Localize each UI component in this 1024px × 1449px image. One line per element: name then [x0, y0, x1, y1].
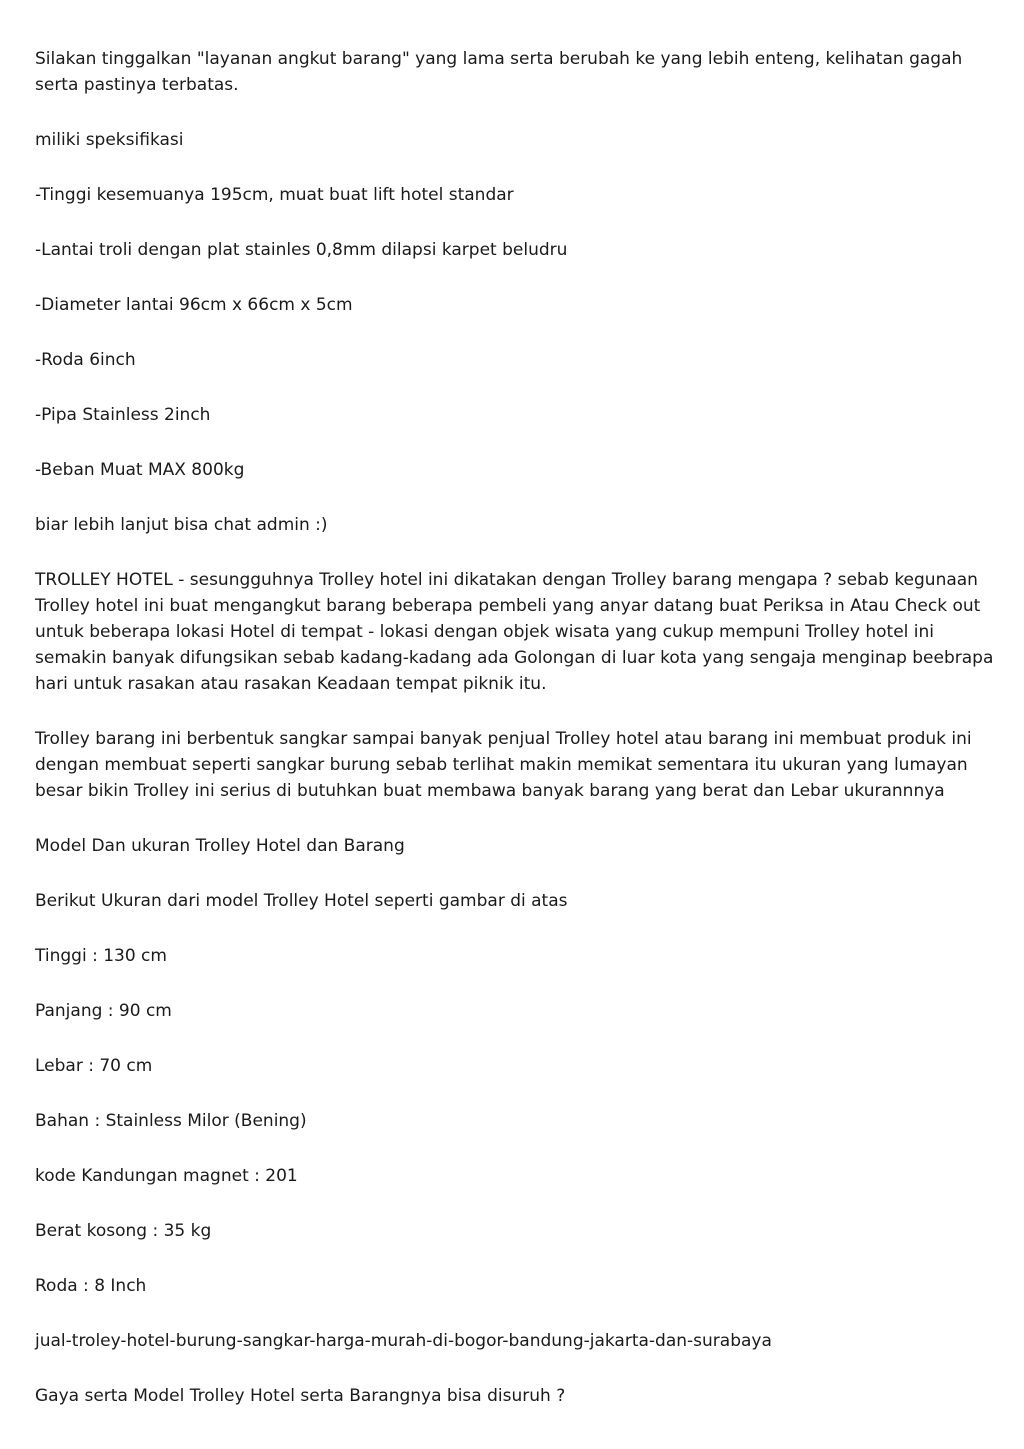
size-wheel: Roda : 8 Inch: [35, 1276, 147, 1296]
spec-item-load: -Beban Muat MAX 800kg: [35, 460, 245, 480]
model-size-intro: Berikut Ukuran dari model Trolley Hotel seperti gambar di atas: [35, 891, 568, 911]
size-height: Tinggi : 130 cm: [35, 946, 167, 966]
contact-note: biar lebih lanjut bisa chat admin :): [35, 515, 328, 535]
spec-heading: miliki speksifikasi: [35, 130, 184, 150]
size-magnet-code: kode Kandungan magnet : 201: [35, 1166, 298, 1186]
intro-paragraph: Silakan tinggalkan "layanan angkut barang" yang lama serta berubah ke yang lebih enteng, kelihatan gagah serta pastinya terbatas.: [35, 49, 963, 95]
spec-item-pipe: -Pipa Stainless 2inch: [35, 405, 211, 425]
size-material: Bahan : Stainless Milor (Bening): [35, 1111, 307, 1131]
size-empty-weight: Berat kosong : 35 kg: [35, 1221, 212, 1241]
trolley-hotel-paragraph: TROLLEY HOTEL - sesungguhnya Trolley hotel ini dikatakan dengan Trolley barang mengapa ? sebab kegunaan Trolley hotel ini buat mengangkut barang beberapa pembeli yang anyar datang buat Periksa in Atau Check out untuk beberapa lokasi Hotel di tempat - lokasi dengan objek wisata yang cukup mempuni Trolley hotel ini semakin banyak difungsikan sebab kadang-kadang ada Golongan di luar kota yang sengaja menginap beebrapa hari untuk rasakan atau rasakan Keadaan tempat piknik itu.: [35, 570, 994, 694]
document-body: [35, 46, 995, 1438]
spec-item-floor: -Lantai troli dengan plat stainles 0,8mm dilapsi karpet beludru: [35, 240, 568, 260]
spec-item-height: -Tinggi kesemuanya 195cm, muat buat lift hotel standar: [35, 185, 514, 205]
spec-item-wheel: -Roda 6inch: [35, 350, 136, 370]
closing-question: Gaya serta Model Trolley Hotel serta Barangnya bisa disuruh ?: [35, 1386, 566, 1406]
slug-text: jual-troley-hotel-burung-sangkar-harga-murah-di-bogor-bandung-jakarta-dan-surabaya: [35, 1331, 772, 1351]
size-length: Panjang : 90 cm: [35, 1001, 172, 1021]
size-width: Lebar : 70 cm: [35, 1056, 153, 1076]
spec-item-diameter: -Diameter lantai 96cm x 66cm x 5cm: [35, 295, 353, 315]
trolley-shape-paragraph: Trolley barang ini berbentuk sangkar sampai banyak penjual Trolley hotel atau barang ini membuat produk ini dengan membuat seperti sangkar burung sebab terlihat makin memikat sementara itu ukuran yang lumayan besar bikin Trolley ini serius di butuhkan buat membawa banyak barang yang berat dan Lebar ukurannnya: [35, 729, 972, 801]
model-size-heading: Model Dan ukuran Trolley Hotel dan Barang: [35, 836, 405, 856]
